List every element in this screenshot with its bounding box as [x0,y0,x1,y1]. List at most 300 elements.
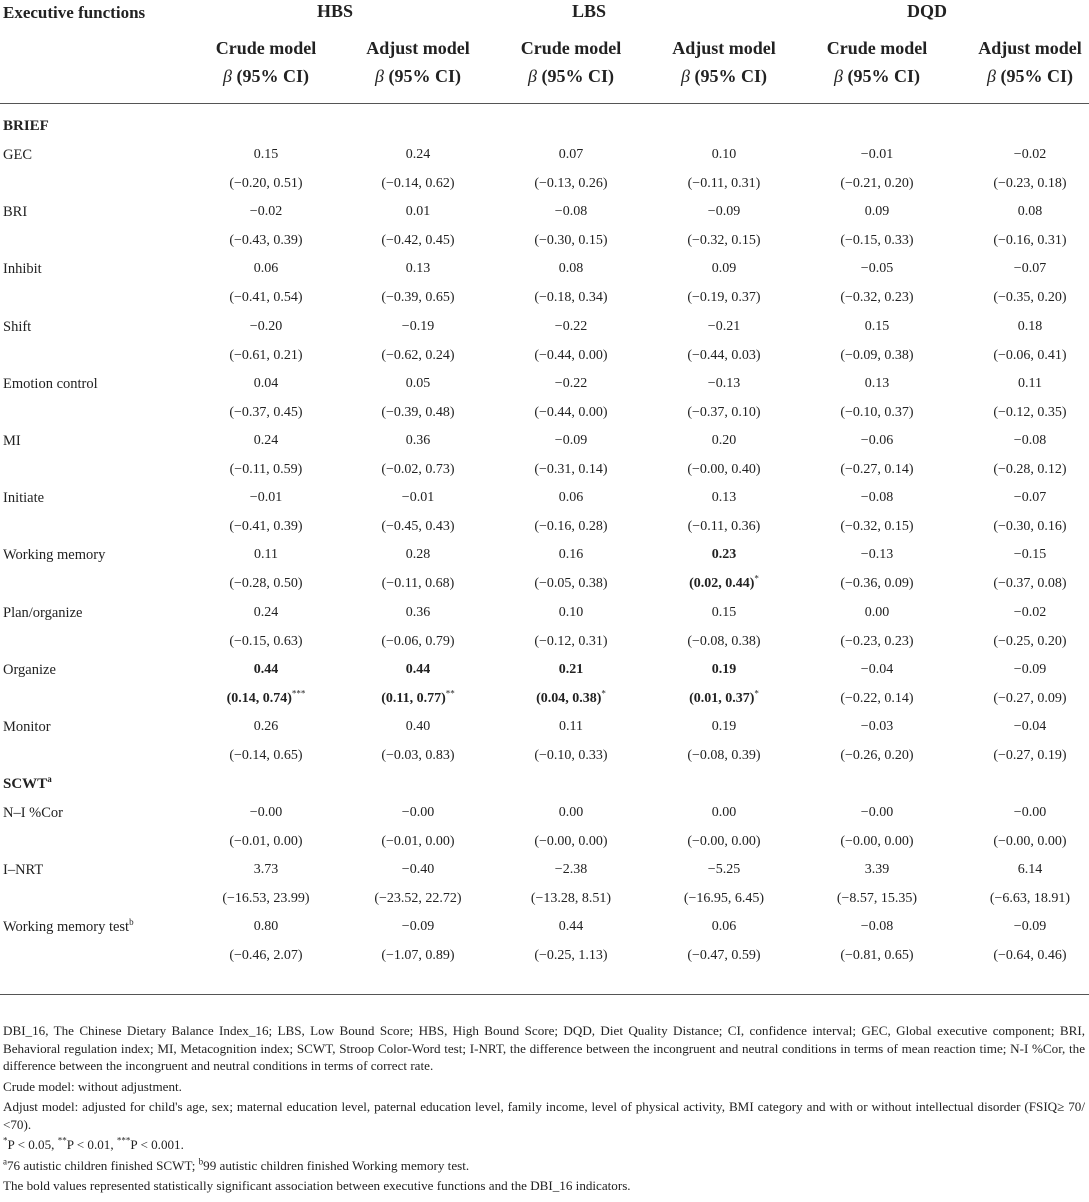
beta-estimate: 0.18 [1017,318,1043,334]
beta-estimate: 3.73 [253,862,279,877]
beta-estimate: 0.28 [405,547,431,563]
ci-value: (−0.25, 1.13) [534,948,608,964]
confidence-interval [186,233,346,249]
ci-value: (−8.57, 15.35) [836,891,918,906]
ci-value: (0.14, 0.74) [226,690,292,706]
beta-estimate: 0.11 [559,719,583,734]
row-label-text: N–I %Cor [3,804,64,821]
beta-estimate: −0.09 [1013,919,1047,935]
ci-value: (−0.25, 0.20) [993,633,1067,649]
row-label [3,919,134,936]
beta-estimate: −0.08 [1013,433,1047,448]
ci-value: (0.01, 0.37) [689,690,755,706]
confidence-interval [644,748,804,764]
beta-estimate: −0.09 [1013,661,1047,677]
ci-label: (95% CI) [694,66,767,86]
ci-value: (−0.35, 0.20) [993,290,1067,306]
confidence-interval [797,233,957,249]
significance-marker: *** [291,688,306,699]
beta-estimate: −0.21 [707,318,741,334]
ci-value: (−23.52, 22.72) [374,891,462,906]
confidence-interval [797,948,957,964]
beta-estimate: 0.07 [558,147,584,162]
ci-value: (−0.10, 0.33) [534,748,608,763]
ci-value: (−16.95, 6.45) [683,891,765,906]
confidence-interval [338,176,498,192]
confidence-interval [950,748,1089,764]
beta-estimate: 0.11 [254,547,278,563]
ci-value: (−0.22, 0.14) [840,690,914,706]
ci-value: (−0.46, 2.07) [229,948,303,964]
ci-value: (−0.31, 0.14) [534,462,608,477]
row-label-text: Shift [3,318,32,335]
beta-estimate: −0.13 [860,547,894,563]
beta-estimate: 0.40 [405,719,431,734]
ci-value: (−0.27, 0.19) [993,748,1067,763]
row-label-text: I–NRT [3,862,44,878]
beta-estimate: 0.16 [558,547,584,563]
ci-value: (−0.81, 0.65) [840,948,914,964]
ci-value: (−0.14, 0.62) [381,176,455,191]
beta-ci-header [338,66,498,87]
sub-column-header: Adjust model [672,38,776,58]
ci-value: (−0.36, 0.09) [840,576,914,592]
ci-value: (−0.44, 0.03) [687,347,761,363]
ci-label: (95% CI) [1000,66,1073,86]
row-label [3,662,56,679]
confidence-interval [644,176,804,192]
table-bottom-rule [0,994,1089,995]
ci-value: (−0.30, 0.16) [993,519,1067,535]
confidence-interval [950,290,1089,306]
footnote-bold-values: The bold values represented statistically significant association between executive functions and the DBI_16 indicators. [3,1178,631,1193]
beta-estimate: 0.09 [711,261,737,277]
confidence-interval [338,634,498,650]
beta-estimate: −0.09 [554,433,588,448]
beta-estimate: 0.20 [711,433,737,448]
beta-symbol: β [223,66,232,86]
confidence-interval [338,348,498,364]
beta-estimate: −0.08 [554,204,588,220]
beta-estimate: −0.09 [401,919,435,935]
confidence-interval [491,348,651,364]
ci-value: (−0.41, 0.54) [229,290,303,306]
confidence-interval [491,688,651,707]
confidence-interval [186,348,346,364]
beta-estimate: 0.09 [864,204,890,220]
confidence-interval [644,634,804,650]
confidence-interval [644,891,804,907]
beta-estimate: 0.10 [558,604,584,620]
beta-estimate: 0.23 [711,547,737,563]
confidence-interval [338,290,498,306]
ci-value: (−0.11, 0.68) [381,576,455,592]
ci-value: (−0.43, 0.39) [229,233,303,249]
ci-value: (−0.08, 0.39) [687,748,761,763]
beta-estimate: 0.06 [711,919,737,935]
significance-marker: ** [445,688,455,699]
beta-estimate: −0.04 [1013,719,1047,734]
row-label [3,319,31,336]
row-label-text: Plan/organize [3,604,83,621]
group-header-hbs: HBS [316,1,354,21]
beta-estimate: 0.06 [558,490,584,506]
beta-estimate: −0.06 [860,433,894,448]
ci-value: (−0.16, 0.31) [993,233,1067,249]
row-label-text: Working memory test [3,919,130,936]
ci-label: (95% CI) [847,66,920,86]
confidence-interval [797,519,957,535]
beta-estimate: 0.15 [864,318,890,334]
beta-estimate: −0.08 [860,919,894,935]
ci-value: (−0.06, 0.41) [993,347,1067,363]
confidence-interval [797,405,957,421]
beta-estimate: −0.07 [1013,490,1047,506]
beta-estimate: 6.14 [1017,862,1043,877]
sub-column-header: Crude model [215,38,317,58]
ci-value: (−6.63, 18.91) [989,891,1071,906]
confidence-interval [950,233,1089,249]
ci-value: (−0.06, 0.79) [381,633,455,649]
row-label [3,547,105,564]
beta-estimate: 0.44 [253,661,279,677]
confidence-interval [797,576,957,592]
confidence-interval [338,519,498,535]
beta-estimate: 0.24 [405,147,431,162]
ci-value: (−0.15, 0.33) [840,233,914,249]
ci-value: (−0.00, 0.00) [687,833,761,849]
beta-ci-header [491,66,651,87]
confidence-interval [950,176,1089,192]
significance-marker: * [754,688,759,699]
ci-value: (−0.19, 0.37) [687,290,761,306]
confidence-interval [644,405,804,421]
beta-estimate: −0.20 [249,318,283,334]
ci-value: (−0.28, 0.50) [229,576,303,592]
beta-estimate: 0.08 [558,261,584,277]
ci-value: (−0.32, 0.15) [687,233,761,249]
beta-estimate: −0.19 [401,318,435,334]
ci-value: (0.11, 0.77) [381,690,446,706]
beta-symbol: β [681,66,690,86]
ci-value: (−0.27, 0.14) [840,462,914,477]
ci-value: (−0.30, 0.15) [534,233,608,249]
confidence-interval [644,348,804,364]
confidence-interval [338,233,498,249]
ci-value: (−0.12, 0.35) [993,404,1067,420]
confidence-interval [491,748,651,764]
ci-label: (95% CI) [236,66,309,86]
ci-value: (−0.11, 0.36) [687,519,761,535]
sub-column-header: Adjust model [978,38,1082,58]
confidence-interval [491,290,651,306]
beta-estimate: 3.39 [864,862,890,877]
row-header-title: Executive functions [3,3,146,22]
beta-estimate: −0.00 [401,804,435,820]
ci-value: (−0.37, 0.10) [687,404,761,420]
row-label [3,204,27,221]
footnote-crude-model: Crude model: without adjustment. [3,1078,182,1094]
beta-estimate: 0.80 [253,919,279,935]
beta-estimate: 0.13 [405,261,431,277]
beta-estimate: −0.13 [707,375,741,391]
confidence-interval [186,891,346,907]
beta-estimate: 0.13 [711,490,737,506]
beta-estimate: 0.00 [864,604,890,620]
ci-value: (−0.41, 0.39) [229,519,303,535]
confidence-interval [186,576,346,592]
ci-value: (−0.01, 0.00) [229,833,303,849]
confidence-interval [644,233,804,249]
confidence-interval [186,405,346,421]
section-title-text: SCWT [3,775,48,792]
beta-ci-header [950,66,1089,87]
beta-estimate: 0.26 [253,719,279,734]
ci-value: (−0.08, 0.38) [687,633,761,649]
ci-value: (−0.09, 0.38) [840,347,914,363]
confidence-interval [644,290,804,306]
ci-value: (−0.32, 0.23) [840,290,914,306]
beta-estimate: 0.36 [405,433,431,448]
row-label-footnote-marker: b [129,917,134,928]
beta-estimate: 0.05 [405,375,431,391]
confidence-interval [338,748,498,764]
confidence-interval [491,634,651,650]
confidence-interval [491,576,651,592]
beta-estimate: −0.00 [860,804,894,820]
ci-value: (−0.10, 0.37) [840,404,914,420]
ci-value: (−0.00, 0.00) [993,833,1067,849]
row-label [3,605,82,622]
confidence-interval [186,834,346,850]
beta-ci-header [797,66,957,87]
beta-estimate: 0.44 [405,661,431,677]
header-top-rule [0,103,1089,104]
sub-column-header: Crude model [520,38,622,58]
confidence-interval [338,948,498,964]
confidence-interval [950,576,1089,592]
confidence-interval [186,176,346,192]
confidence-interval [797,834,957,850]
beta-estimate: 0.08 [1017,204,1043,220]
confidence-interval [644,948,804,964]
beta-ci-header [644,66,804,87]
ci-value: (−0.45, 0.43) [381,519,455,535]
sub-column-header: Adjust model [366,38,470,58]
row-label-text: Organize [3,661,56,678]
confidence-interval [950,348,1089,364]
ci-value: (−0.05, 0.38) [534,576,608,592]
ci-value: (−0.20, 0.51) [229,176,303,191]
confidence-interval [797,748,957,764]
confidence-interval [950,405,1089,421]
confidence-interval [186,634,346,650]
ci-value: (−0.02, 0.73) [381,462,455,477]
ci-value: (−0.62, 0.24) [381,347,455,363]
row-label-text: Inhibit [3,261,42,278]
row-label-text: BRI [3,204,28,221]
confidence-interval [338,891,498,907]
beta-estimate: −0.07 [1013,261,1047,277]
beta-estimate: −0.04 [860,661,894,677]
beta-estimate: 0.01 [405,204,431,220]
confidence-interval [186,688,346,707]
ci-value: (−0.64, 0.46) [993,948,1067,964]
beta-estimate: −0.15 [1013,547,1047,563]
confidence-interval [491,462,651,478]
ci-value: (−0.13, 0.26) [534,176,608,191]
ci-value: (−0.26, 0.20) [840,748,914,763]
ci-value: (−0.61, 0.21) [229,347,303,363]
confidence-interval [186,519,346,535]
footnote-abbreviations: DBI_16, The Chinese Dietary Balance Index_16; LBS, Low Bound Score; HBS, High Bound Score; DQD, Diet Quality Distance; CI, confidence interval; GEC, Global executive component; BRI, Behavioral regulation index; MI, Metacognition index; SCWT, Stroop Color-Word test; I-NRT, the difference between the incongruent and neutral conditions in terms of mean reaction time; N-I %Cor, the difference between the incongruent and neutral conditions in terms of correct rate. [3,1023,1085,1073]
ci-value: (−0.00, 0.40) [687,462,761,477]
row-label [3,261,42,278]
beta-estimate: 0.19 [711,661,737,677]
ci-value: (−0.37, 0.08) [993,576,1067,592]
row-label-text: MI [3,433,21,449]
group-header-lbs: LBS [571,1,607,21]
beta-estimate: 0.13 [864,375,890,391]
group-header-dqd: DQD [907,1,947,21]
confidence-interval [186,290,346,306]
ci-value: (−1.07, 0.89) [381,948,455,964]
beta-ci-header [186,66,346,87]
ci-value: (−0.47, 0.59) [687,948,761,964]
beta-estimate: 0.44 [558,919,584,935]
confidence-interval [797,348,957,364]
ci-value: (−0.37, 0.45) [229,404,303,420]
ci-value: (−0.42, 0.45) [381,233,455,249]
confidence-interval [491,834,651,850]
row-label [3,376,98,393]
confidence-interval [950,519,1089,535]
section-title-brief [3,118,49,135]
row-label-text: Working memory [3,547,106,564]
confidence-interval [797,634,957,650]
beta-estimate: −0.00 [1013,804,1047,820]
ci-value: (−0.44, 0.00) [534,347,608,363]
confidence-interval [338,405,498,421]
confidence-interval [491,233,651,249]
ci-value: (0.04, 0.38) [536,690,602,706]
confidence-interval [186,948,346,964]
beta-estimate: 0.10 [711,147,737,162]
significance-marker: * [601,688,606,699]
ci-value: (−0.32, 0.15) [840,519,914,535]
beta-estimate: 0.36 [405,604,431,620]
confidence-interval [491,891,651,907]
beta-estimate: −0.02 [249,204,283,220]
beta-estimate: −0.22 [554,375,588,391]
row-label [3,433,21,450]
confidence-interval [338,462,498,478]
beta-estimate: −0.08 [860,490,894,506]
ci-value: (−0.18, 0.34) [534,290,608,306]
section-title-text: BRIEF [3,118,49,134]
ci-value: (−0.01, 0.00) [381,833,455,849]
confidence-interval [338,834,498,850]
confidence-interval [797,691,957,707]
ci-value: (−0.44, 0.00) [534,404,608,420]
confidence-interval [491,405,651,421]
ci-label: (95% CI) [388,66,461,86]
row-label-text: Initiate [3,490,45,507]
ci-value: (−0.00, 0.00) [534,833,608,849]
beta-symbol: β [375,66,384,86]
ci-value: (−0.12, 0.31) [534,633,608,649]
beta-estimate: −0.01 [860,147,894,162]
beta-estimate: 0.15 [711,604,737,620]
beta-estimate: 0.24 [253,433,279,448]
confidence-interval [338,576,498,592]
ci-value: (−0.14, 0.65) [229,748,303,763]
row-label [3,805,63,822]
confidence-interval [186,748,346,764]
beta-estimate: −0.01 [401,490,435,506]
beta-estimate: −0.00 [249,804,283,820]
ci-value: (−0.03, 0.83) [381,748,455,763]
confidence-interval [338,688,498,707]
beta-estimate: 0.15 [253,147,279,162]
ci-value: (−16.53, 23.99) [222,891,310,906]
beta-estimate: −5.25 [707,862,741,877]
beta-estimate: 0.04 [253,375,279,391]
footnote-significance: *P < 0.05, **P < 0.01, ***P < 0.001. [3,1135,184,1152]
footnote-sample-sizes: $^a$76 autistic children finished SCWT; $^b$99 autistic children finished Working memory test. [3,1156,470,1173]
ci-label: (95% CI) [541,66,614,86]
ci-value: (−0.21, 0.20) [840,176,914,191]
ci-value: (−0.27, 0.09) [993,690,1067,706]
ci-value: (−0.00, 0.00) [840,833,914,849]
row-label [3,490,44,507]
confidence-interval [950,948,1089,964]
confidence-interval [644,462,804,478]
beta-estimate: −0.09 [707,204,741,220]
beta-symbol: β [528,66,537,86]
confidence-interval [797,462,957,478]
row-label-text: GEC [3,147,32,163]
table-footnotes [3,1022,1085,1198]
beta-estimate: −2.38 [554,862,588,877]
beta-estimate: 0.11 [1018,375,1042,391]
beta-estimate: −0.05 [860,261,894,277]
row-label-text: Monitor [3,719,51,735]
ci-value: (−0.16, 0.28) [534,519,608,535]
confidence-interval [644,834,804,850]
ci-value: (−0.11, 0.31) [687,176,761,191]
confidence-interval [186,462,346,478]
row-label [3,862,43,879]
confidence-interval [797,891,957,907]
confidence-interval [950,834,1089,850]
confidence-interval [644,688,804,707]
confidence-interval [797,176,957,192]
beta-estimate: 0.19 [711,719,737,734]
confidence-interval [950,891,1089,907]
beta-estimate: −0.01 [249,490,283,506]
significance-marker: * [754,573,759,584]
sub-column-header: Crude model [826,38,928,58]
beta-symbol: β [834,66,843,86]
confidence-interval [491,948,651,964]
confidence-interval [491,519,651,535]
section-title-scwt [3,773,52,793]
row-label [3,147,32,164]
beta-estimate: −0.02 [1013,147,1047,162]
ci-value: (−0.39, 0.48) [381,404,455,420]
beta-estimate: −0.03 [860,719,894,734]
